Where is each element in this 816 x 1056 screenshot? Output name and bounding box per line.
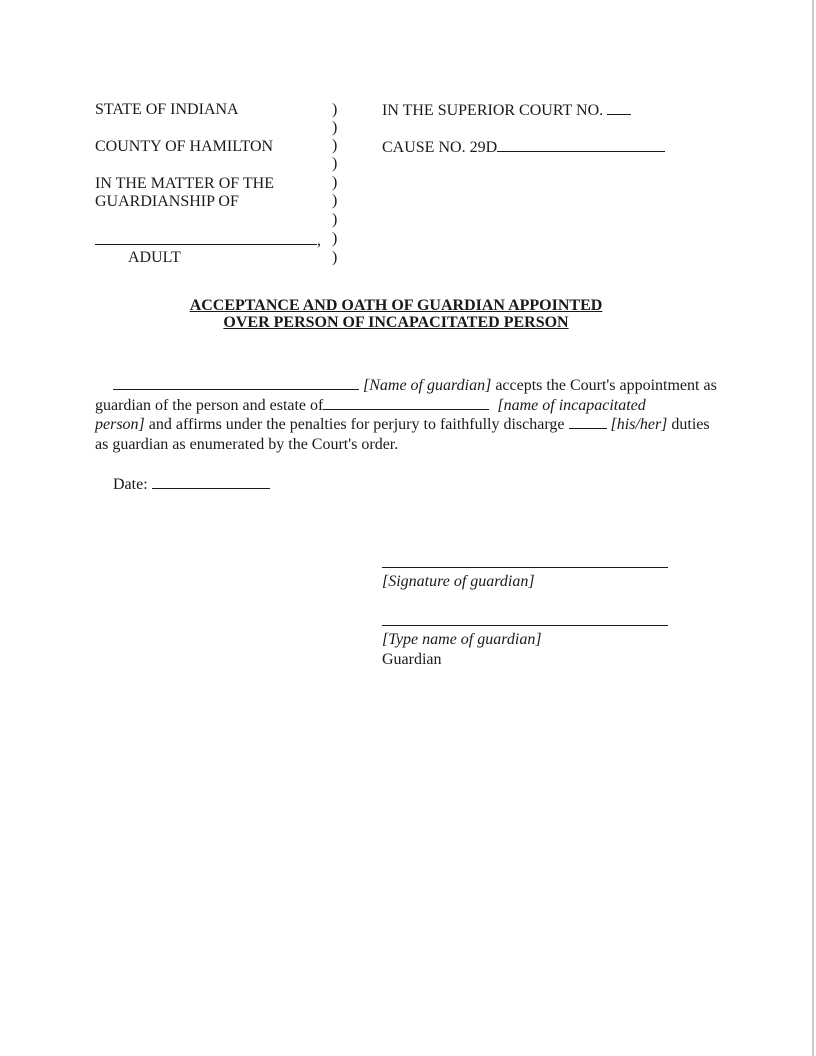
name-of-guardian-hint: [Name of guardian]: [363, 377, 492, 394]
guardian-of-text: guardian of the person and estate of: [95, 397, 324, 414]
incap-hint-a: [name of incapacitated: [497, 397, 646, 414]
cause-label: [382, 138, 665, 157]
incap-hint-b: person]: [95, 416, 145, 433]
guardian-role-label: Guardian: [382, 651, 442, 668]
paren: ): [332, 174, 338, 191]
paren: ): [332, 230, 338, 247]
adult-label: ADULT: [128, 249, 181, 266]
doc-title-line-1: ACCEPTANCE AND OATH OF GUARDIAN APPOINTED: [189, 297, 603, 314]
body-line-3: [95, 415, 710, 435]
duties-text: duties: [671, 416, 710, 433]
type-name-hint: [Type name of guardian]: [382, 631, 542, 648]
signature-label: [382, 572, 535, 592]
body-line-2: [95, 396, 646, 416]
comma: ,: [317, 232, 321, 249]
affirms-text: and affirms under the penalties for perjury to faithfully discharge: [148, 416, 565, 433]
court-label: [382, 101, 631, 120]
matter-line-1: IN THE MATTER OF THE: [95, 175, 274, 192]
adult-name-blank: [95, 231, 321, 250]
court-text: IN THE SUPERIOR COURT NO.: [382, 102, 604, 119]
pronoun-line: [569, 415, 607, 429]
court-number-line: [607, 101, 631, 115]
type-name-line: [382, 625, 668, 626]
incapacitated-name-line: [323, 396, 489, 410]
paren: ): [332, 249, 338, 266]
county-label: COUNTY OF HAMILTON: [95, 138, 274, 155]
paren: ): [332, 101, 338, 118]
adult-name-line: [95, 231, 317, 245]
signature-hint: [Signature of guardian]: [382, 573, 535, 590]
guardian-name-line: [113, 376, 359, 390]
date-line: [152, 475, 270, 489]
page-edge-shadow: [812, 0, 814, 1056]
cause-text: CAUSE NO. 29D: [382, 139, 498, 156]
date-label: Date:: [113, 476, 148, 493]
type-name-label: [382, 630, 542, 650]
doc-title-line-2: OVER PERSON OF INCAPACITATED PERSON: [223, 314, 569, 331]
state-label: STATE OF INDIANA: [95, 101, 239, 118]
signature-line: [382, 567, 668, 568]
his-her-hint: [his/her]: [610, 416, 668, 433]
accepts-text: accepts the Court's appointment as: [495, 377, 717, 394]
paren: ): [332, 192, 338, 209]
paren: ): [332, 211, 338, 228]
cause-number-line: [497, 138, 665, 152]
date-row: [113, 475, 270, 495]
paren: ): [332, 155, 338, 172]
matter-line-2: GUARDIANSHIP OF: [95, 193, 239, 210]
body-line-4: as guardian as enumerated by the Court's order.: [95, 436, 399, 453]
body-line-1: [113, 376, 717, 396]
paren: ): [332, 137, 338, 154]
paren: ): [332, 119, 338, 136]
